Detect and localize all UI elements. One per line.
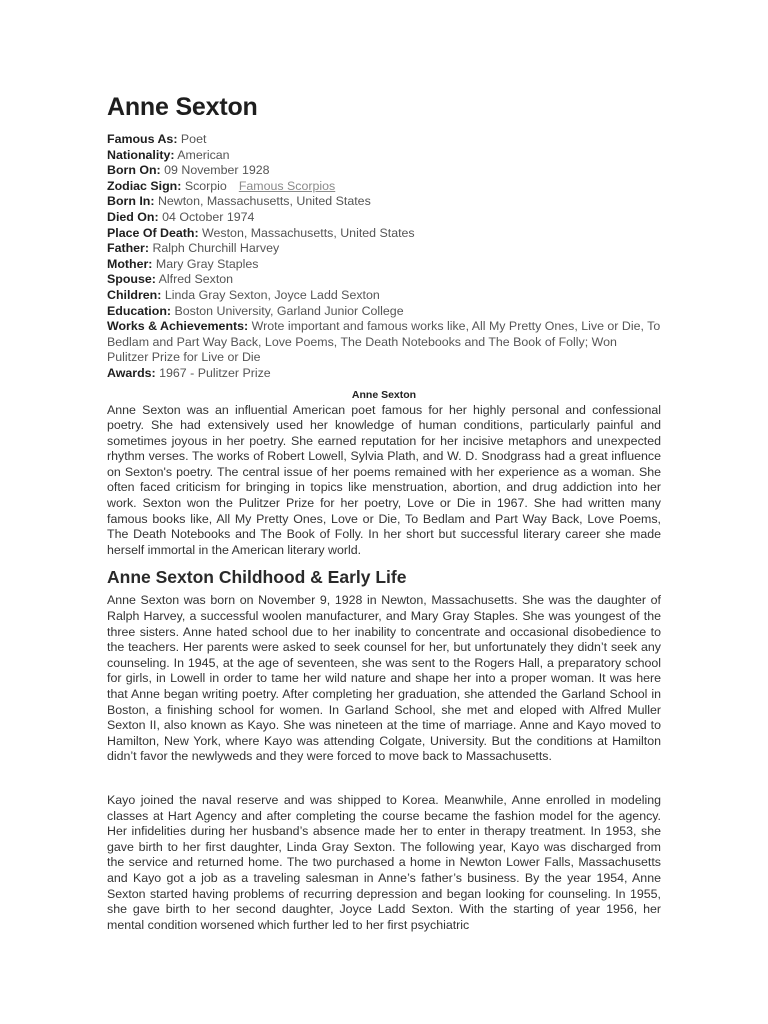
- fact-born-on: [107, 163, 661, 179]
- page-title: Anne Sexton: [107, 93, 258, 121]
- facts-list: [107, 132, 661, 382]
- fact-label: Awards:: [107, 365, 156, 380]
- fact-value: Linda Gray Sexton, Joyce Ladd Sexton: [164, 287, 380, 302]
- body-paragraph: Kayo joined the naval reserve and was shipped to Korea. Meanwhile, Anne enrolled in modeling classes at Hart Agency and after completing the course became the fashion model for the agency. Her infidelities during her husband’s absence made her to enter in therapy treatment. In 1953, she gave birth to her first daughter, Linda Gray Sexton. The following year, Kayo was discharged from the service and returned home. The two purchased a home in Newton Lower Falls, Massachusetts and Kayo got a job as a traveling salesman in Anne’s father’s business. By the year 1954, Anne Sexton started having problems of recurring depression and began looking for counseling. In 1955, she gave birth to her second daughter, Joyce Ladd Sexton. With the starting of year 1956, her mental condition worsened which further led to her first psychiatric: [107, 792, 661, 932]
- fact-education: [107, 304, 661, 320]
- fact-label: Born In:: [107, 194, 155, 209]
- fact-children: [107, 288, 661, 304]
- fact-value: Mary Gray Staples: [155, 256, 259, 271]
- fact-father: [107, 241, 661, 257]
- fact-value: American: [177, 147, 230, 162]
- fact-famous-as: [107, 132, 661, 148]
- fact-value: 09 November 1928: [164, 163, 270, 178]
- fact-label: Mother:: [107, 256, 153, 271]
- fact-value: Newton, Massachusetts, United States: [157, 194, 371, 209]
- document-page: [107, 90, 661, 933]
- famous-scorpios-link[interactable]: Famous Scorpios: [238, 178, 336, 193]
- fact-zodiac-sign: [107, 179, 661, 195]
- fact-value: 1967 - Pulitzer Prize: [159, 365, 271, 380]
- fact-spouse: [107, 272, 661, 288]
- fact-value: Poet: [180, 132, 207, 146]
- intro-paragraph: Anne Sexton was an influential American poet famous for her highly personal and confessional poetry. She had extensively used her knowledge of human conditions, particularly painful and sometimes joyous in her poetry. She earned reputation for her incisive metaphors and unexpected rhythm verses. The works of Robert Lowell, Sylvia Plath, and W. D. Snodgrass had a great influence on Sexton's poetry. The central issue of her poems remained with her experience as a woman. She often faced criticism for bringing in topics like menstruation, abortion, and drug addiction into her work. Sexton won the Pulitzer Prize for her poetry, Love or Die in 1967. She had written many famous books like, All My Pretty Ones, Love or Die, To Bedlam and Part Way Back, Love Poems, The Death Notebooks and The Book of Folly. In her short but successful literary career she made herself immortal in the American literary world.: [107, 402, 661, 557]
- fact-value: Boston University, Garland Junior College: [174, 303, 404, 318]
- fact-place-of-death: [107, 226, 661, 242]
- fact-label: Place Of Death:: [107, 225, 199, 240]
- fact-value: Weston, Massachusetts, United States: [202, 225, 415, 240]
- fact-label: Born On:: [107, 163, 161, 178]
- fact-died-on: [107, 210, 661, 226]
- fact-mother: [107, 257, 661, 273]
- fact-works-achievements: [107, 319, 661, 366]
- fact-label: Famous As:: [107, 132, 178, 146]
- fact-value: Scorpio: [184, 178, 227, 193]
- fact-value: Wrote important and famous works like, All My Pretty Ones, Live or Die, To Bedlam and Part Way Back, Love Poems, The Death Notebooks and The Book of Folly; Won Pulitzer Prize for Live or Die: [107, 319, 661, 365]
- fact-value: Alfred Sexton: [158, 272, 234, 287]
- fact-label: Spouse:: [107, 272, 156, 287]
- section-heading: Anne Sexton Childhood & Early Life: [107, 567, 407, 588]
- fact-value: Ralph Churchill Harvey: [152, 241, 280, 256]
- fact-nationality: [107, 148, 661, 164]
- body-paragraph: Anne Sexton was born on November 9, 1928 in Newton, Massachusetts. She was the daughter of Ralph Harvey, a successful woolen manufacturer, and Mary Gray Staples. She was youngest of the three sisters. Anne hated school due to her inability to concentrate and occasional disobedience to the teachers. Her parents were asked to seek counsel for her, but unfortunately they didn’t seek any counseling. In 1945, at the age of seventeen, she was sent to the Rogers Hall, a preparatory school for girls, in Lowell in order to tame her wild nature and shape her into a proper woman. It was here that Anne began writing poetry. After completing her graduation, she attended the Garland School in Boston, a finishing school for women. In Garland School, she met and eloped with Alfred Muller Sexton II, also known as Kayo. She was nineteen at the time of marriage. Anne and Kayo moved to Hamilton, New York, where Kayo was attending Colgate, University. But the conditions at Hamilton didn’t favor the newlyweds and they were forced to move back to Massachusetts.: [107, 593, 661, 764]
- fact-label: Zodiac Sign:: [107, 178, 182, 193]
- fact-label: Died On:: [107, 209, 159, 224]
- paragraph-spacer: [107, 765, 661, 793]
- fact-label: Education:: [107, 303, 172, 318]
- fact-value: 04 October 1974: [162, 209, 255, 224]
- fact-label: Nationality:: [107, 147, 175, 162]
- image-caption: Anne Sexton: [351, 388, 417, 401]
- fact-born-in: [107, 194, 661, 210]
- fact-label: Father:: [107, 241, 149, 256]
- fact-label: Works & Achievements:: [107, 319, 249, 334]
- fact-awards: [107, 366, 661, 382]
- fact-label: Children:: [107, 287, 162, 302]
